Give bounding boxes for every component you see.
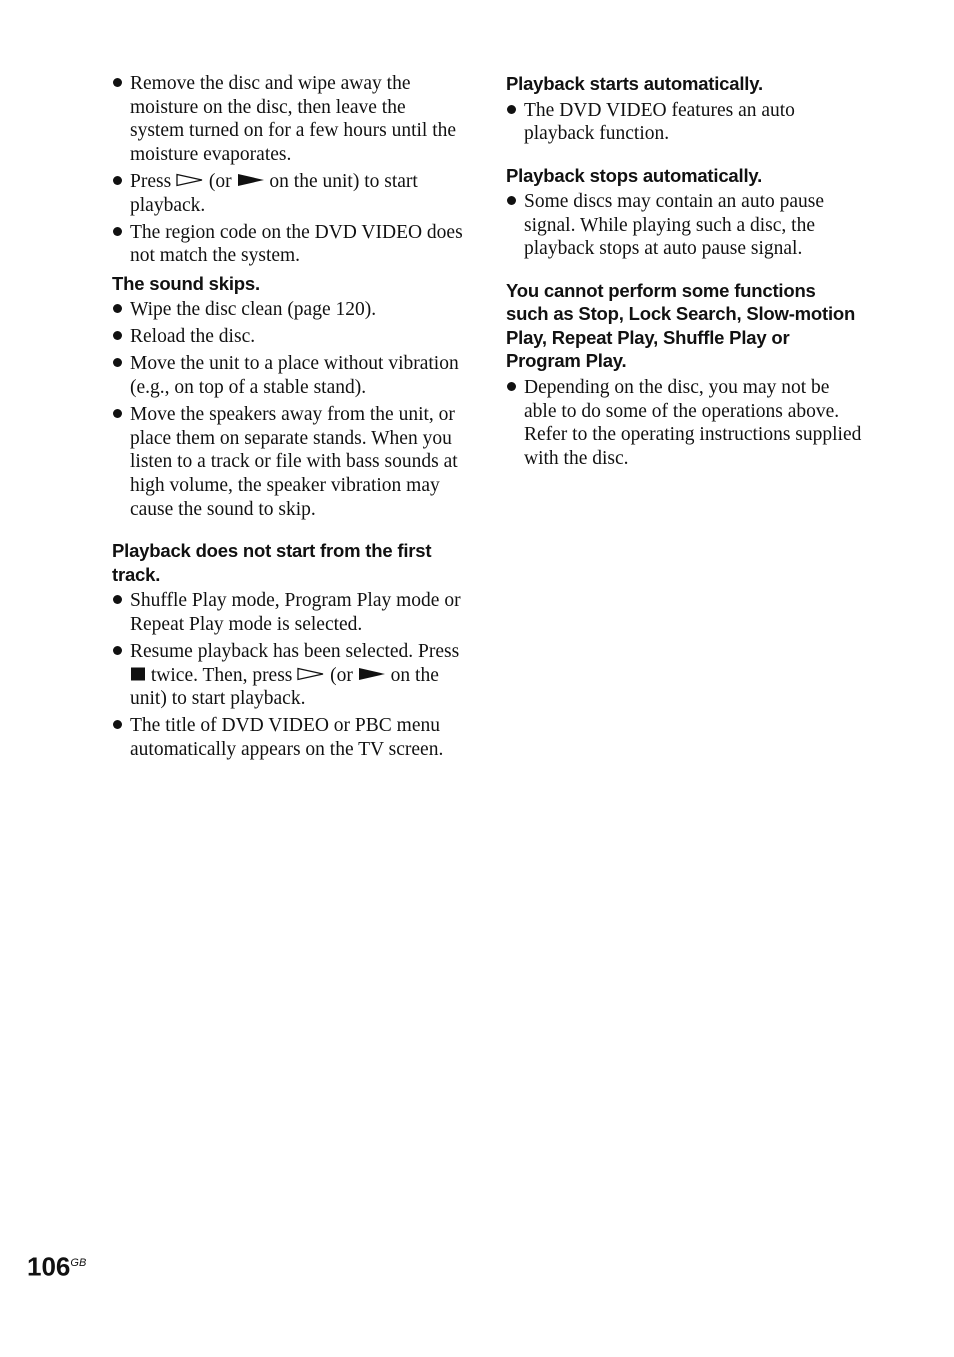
list-item: Resume playback has been selected. Press twice. Then, press (or on the unit) to start playback. bbox=[112, 640, 464, 711]
list-item: Move the speakers away from the unit, or place them on separate stands. When you listen to a track or file with bass sounds at high volume, the speaker vibration may cause the sound to skip. bbox=[112, 403, 464, 521]
play-filled-icon bbox=[237, 173, 265, 187]
page-number: $106^{GB}$ bbox=[27, 1251, 87, 1282]
right-column bbox=[506, 72, 862, 488]
bullet-icon bbox=[113, 331, 122, 340]
list-item: The DVD VIDEO features an auto playback function. bbox=[506, 99, 862, 146]
sound-skips-section bbox=[112, 272, 464, 522]
bullet-icon bbox=[113, 595, 122, 604]
play-filled-icon bbox=[358, 667, 386, 681]
list-item: The region code on the DVD VIDEO does not match the system. bbox=[112, 221, 464, 268]
section-heading: Playback does not start from the first track. bbox=[112, 540, 432, 585]
list-item: Wipe the disc clean (page 120). bbox=[112, 298, 464, 322]
cannot-perform-section bbox=[506, 279, 862, 470]
list-item: Depending on the disc, you may not be able to do some of the operations above. Refer to the operating instructions supplied with the disc. bbox=[506, 376, 862, 470]
starts-automatically-list bbox=[506, 99, 862, 146]
play-outline-icon bbox=[297, 667, 325, 681]
section-heading: You cannot perform some functions such as Stop, Lock Search, Slow-motion Play, Repeat Play, Shuffle Play or Program Play. bbox=[506, 279, 856, 372]
list-item: Remove the disc and wipe away the moisture on the disc, then leave the system turned on for a few hours until the moisture evaporates. bbox=[112, 72, 464, 166]
bullet-icon bbox=[113, 227, 122, 236]
stop-square-icon bbox=[130, 667, 146, 681]
bullet-icon bbox=[113, 304, 122, 313]
starts-automatically-section bbox=[506, 72, 862, 146]
section-heading: Playback stops automatically. bbox=[506, 164, 763, 186]
bullet-icon bbox=[507, 382, 516, 391]
left-column bbox=[112, 72, 464, 780]
list-item: Shuffle Play mode, Program Play mode or Repeat Play mode is selected. bbox=[112, 589, 464, 636]
bullet-icon bbox=[113, 720, 122, 729]
sound-skips-list bbox=[112, 298, 464, 521]
list-item: Move the unit to a place without vibration (e.g., on top of a stable stand). bbox=[112, 352, 464, 399]
bullet-icon bbox=[113, 409, 122, 418]
page-region-suffix: GB bbox=[70, 1257, 87, 1269]
first-track-list bbox=[112, 589, 464, 761]
first-track-section bbox=[112, 539, 464, 761]
bullet-icon bbox=[113, 176, 122, 185]
bullet-icon bbox=[507, 196, 516, 205]
cannot-perform-list bbox=[506, 376, 862, 470]
stops-automatically-section bbox=[506, 164, 862, 261]
section-heading: Playback starts automatically. bbox=[506, 73, 763, 94]
section-heading: The sound skips. bbox=[112, 272, 260, 294]
list-item: Press (or on the unit) to start playback. bbox=[112, 170, 464, 217]
play-outline-icon bbox=[176, 173, 204, 187]
bullet-icon bbox=[507, 105, 516, 114]
stops-automatically-list bbox=[506, 190, 862, 261]
list-item: The title of DVD VIDEO or PBC menu automatically appears on the TV screen. bbox=[112, 714, 464, 761]
intro-list bbox=[112, 72, 464, 268]
list-item: Some discs may contain an auto pause signal. While playing such a disc, the playback stops at auto pause signal. bbox=[506, 190, 862, 261]
bullet-icon bbox=[113, 646, 122, 655]
bullet-icon bbox=[113, 358, 122, 367]
list-item: Reload the disc. bbox=[112, 325, 464, 349]
bullet-icon bbox=[113, 78, 122, 87]
